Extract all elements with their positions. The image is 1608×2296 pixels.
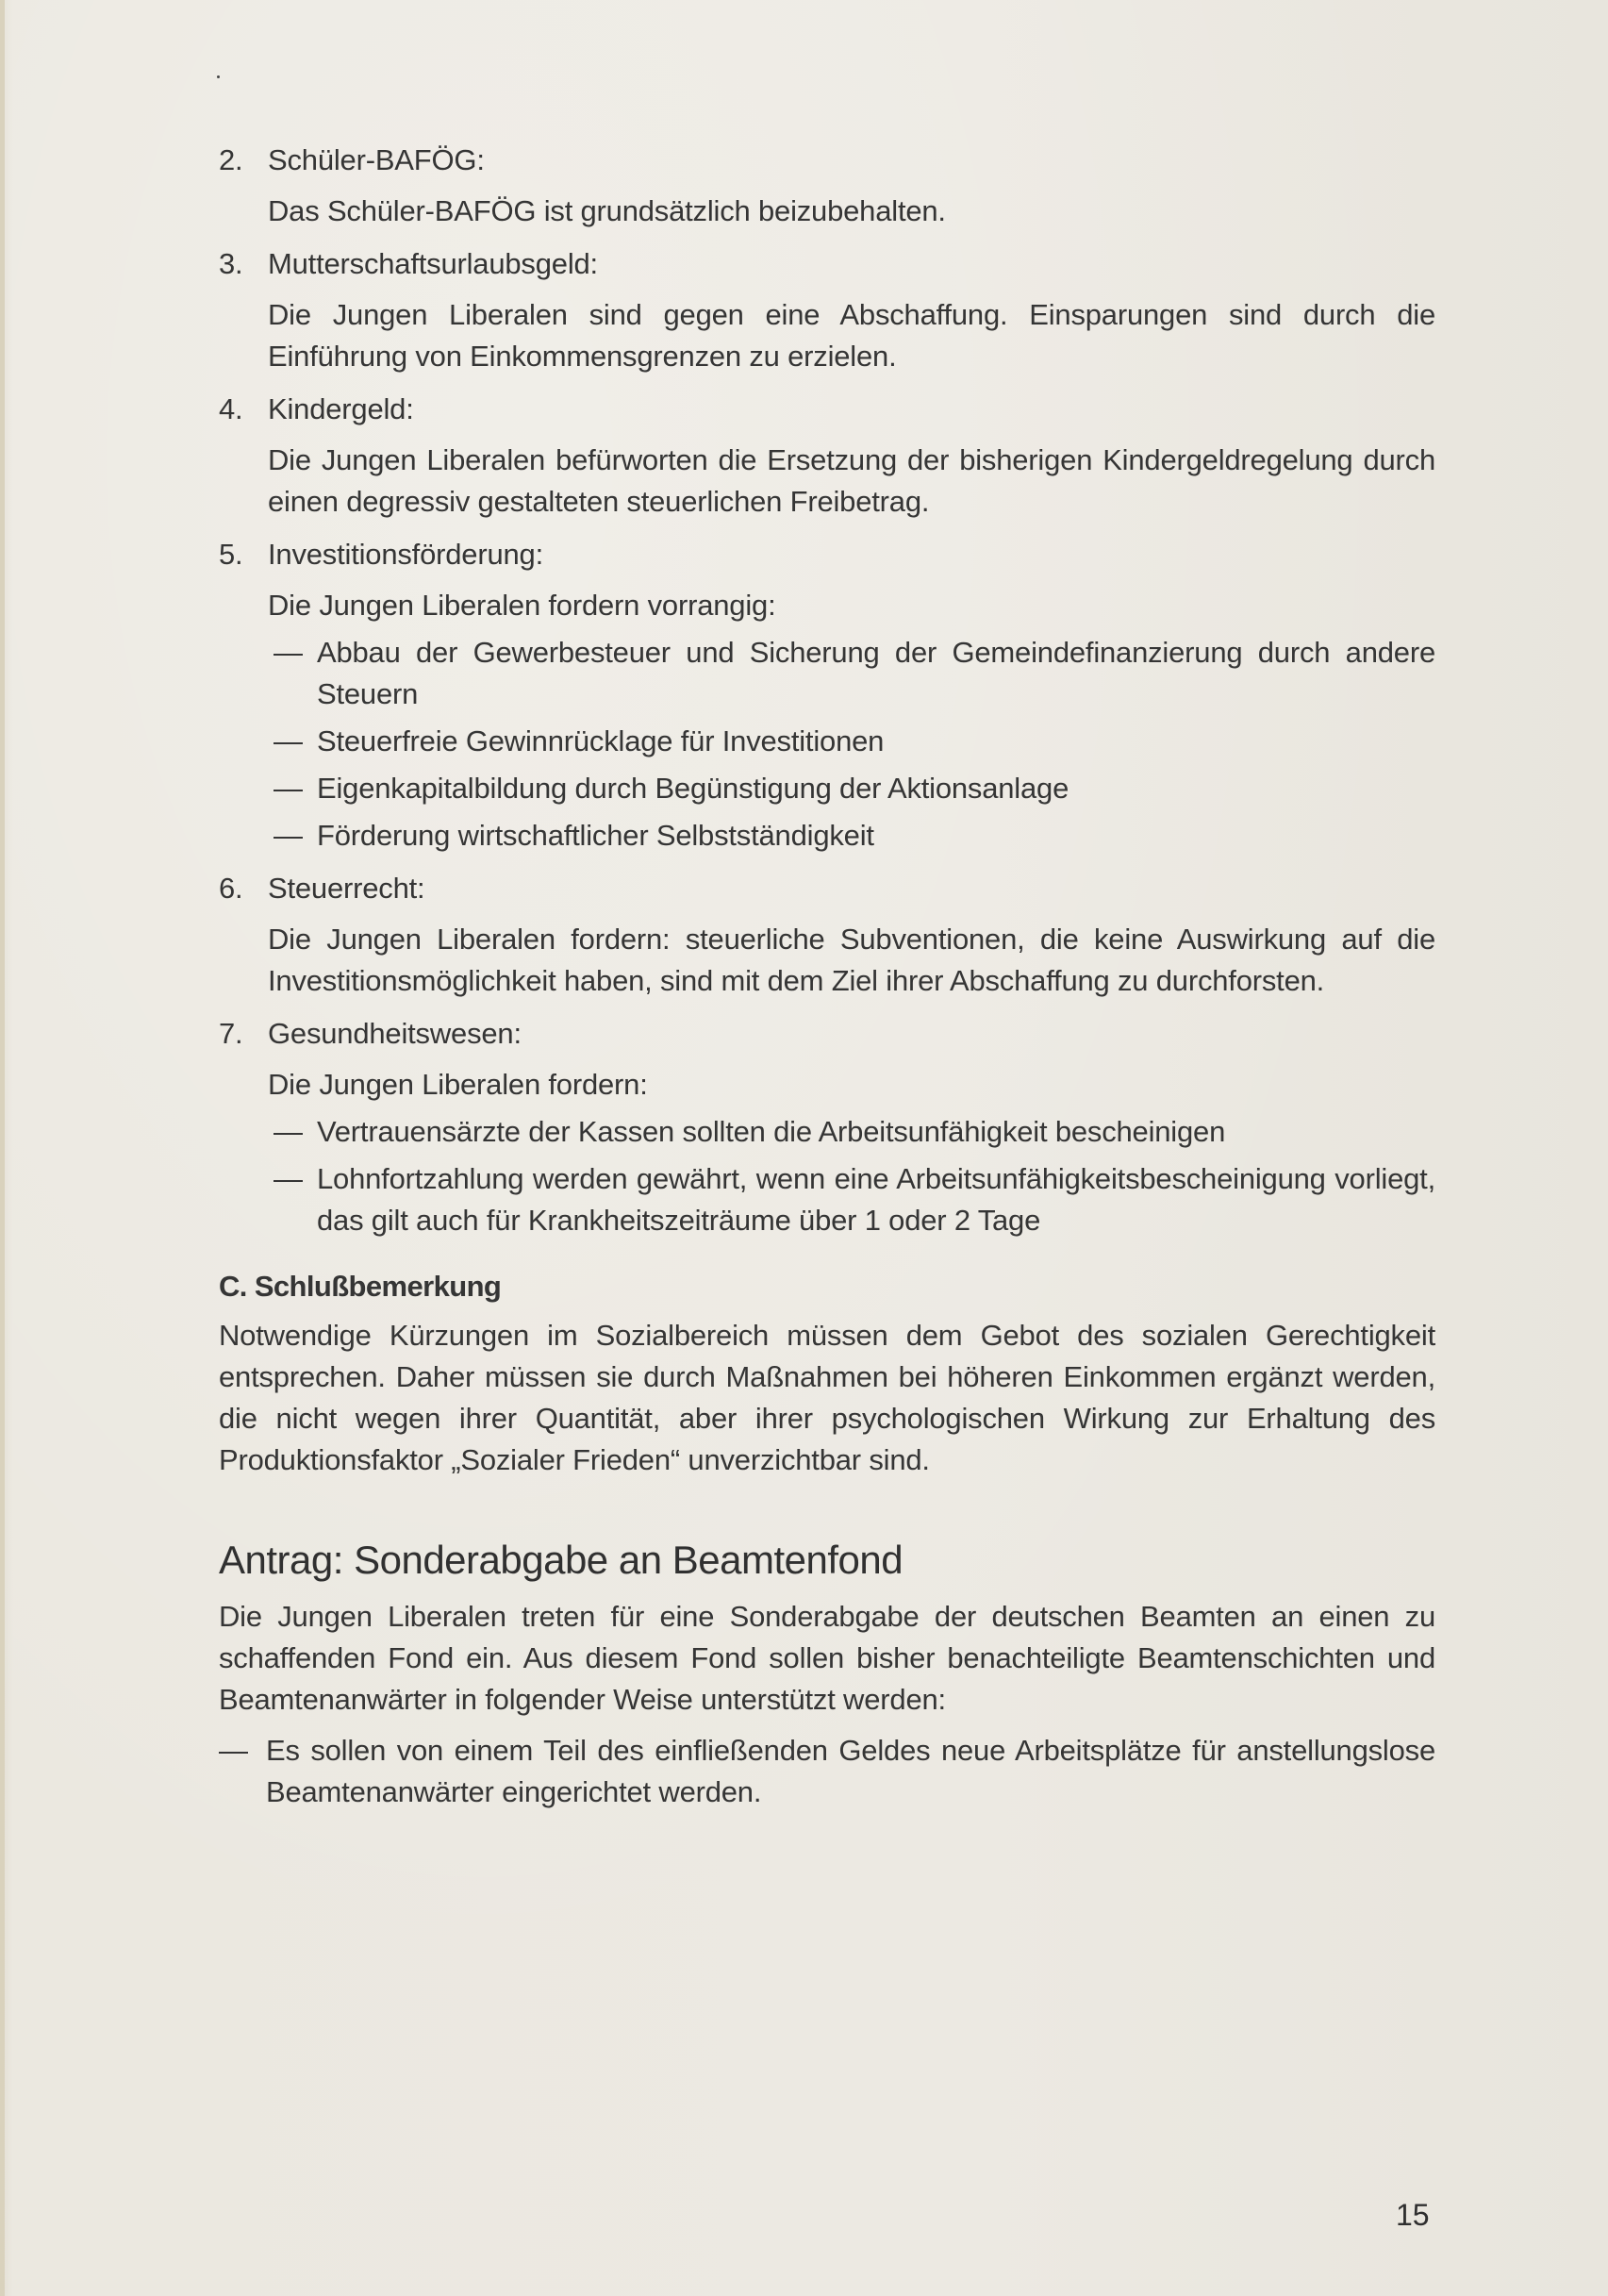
dash-bullet-icon: —: [274, 1162, 303, 1195]
item-heading: [219, 389, 1435, 430]
item-heading: [219, 1013, 1435, 1055]
item-heading: [219, 140, 1435, 181]
item-body: Die Jungen Liberalen fordern vorrangig:: [268, 589, 776, 622]
list-item: [219, 632, 1435, 715]
dash-bullet-icon: —: [274, 636, 303, 669]
print-speck: [217, 75, 220, 78]
list-item-text: Steuerfreie Gewinnrücklage für Investitionen: [317, 724, 885, 757]
item-number: 5.: [219, 538, 243, 571]
list-item: [219, 1111, 1435, 1153]
item-title: Gesundheitswesen:: [268, 1017, 522, 1050]
item-number: 7.: [219, 1017, 243, 1050]
dash-bullet-icon: —: [274, 724, 303, 757]
numbered-item: [219, 243, 1435, 377]
page-content: [219, 140, 1435, 1813]
numbered-item: [219, 389, 1435, 523]
list-item-text: Vertrauensärzte der Kassen sollten die Arbeitsunfähigkeit bescheinigen: [317, 1115, 1226, 1148]
item-title: Steuerrecht:: [268, 872, 425, 905]
dash-bullet-icon: —: [274, 1115, 303, 1148]
numbered-item: [219, 1013, 1435, 1241]
item-heading: [219, 243, 1435, 285]
item-body: Die Jungen Liberalen fordern:: [268, 1068, 648, 1101]
item-number: 2.: [219, 143, 243, 176]
dash-bullet-icon: —: [219, 1734, 248, 1767]
item-body: Die Jungen Liberalen befürworten die Ersetzung der bisherigen Kindergeldregelung durch einen degressiv gestalteten steuerlichen Freibetrag.: [268, 443, 1435, 518]
item-heading: [219, 534, 1435, 575]
page-number: 15: [1396, 2198, 1430, 2232]
list-item: [219, 721, 1435, 762]
list-item-text: Abbau der Gewerbesteuer und Sicherung der Gemeindefinanzierung durch andere Steuern: [317, 636, 1435, 710]
dash-list: [219, 632, 1435, 857]
antrag-dash-list: [219, 1730, 1435, 1813]
dash-bullet-icon: —: [274, 819, 303, 852]
item-number: 4.: [219, 392, 243, 425]
list-item: [219, 815, 1435, 857]
item-heading: [219, 868, 1435, 909]
numbered-item: [219, 534, 1435, 857]
item-title: Schüler-BAFÖG:: [268, 143, 485, 176]
item-title: Kindergeld:: [268, 392, 414, 425]
list-item-text: Eigenkapitalbildung durch Begünstigung der Aktionsanlage: [317, 772, 1069, 805]
item-number: 3.: [219, 247, 243, 280]
conclusion-paragraph: Notwendige Kürzungen im Sozialbereich müssen dem Gebot des sozialen Gerechtigkeit entsprechen. Daher müssen sie durch Maßnahmen bei höheren Einkommen ergänzt werden, die nicht wegen ihrer Quantität, aber ihrer psychologischen Wirkung zur Erhaltung des Produktionsfaktor „Sozialer Frieden“ unverzichtbar sind.: [219, 1319, 1435, 1476]
item-number: 6.: [219, 872, 243, 905]
item-title: Investitionsförderung:: [268, 538, 543, 571]
dash-bullet-icon: —: [274, 772, 303, 805]
list-item-text: Lohnfortzahlung werden gewährt, wenn eine Arbeitsunfähigkeitsbescheinigung vorliegt, das gilt auch für Krankheitszeiträume über 1 oder 2 Tage: [317, 1162, 1435, 1237]
list-item: [219, 768, 1435, 809]
item-body: Das Schüler-BAFÖG ist grundsätzlich beizubehalten.: [268, 194, 946, 227]
item-body: Die Jungen Liberalen fordern: steuerliche Subventionen, die keine Auswirkung auf die Investitionsmöglichkeit haben, sind mit dem Ziel ihrer Abschaffung zu durchforsten.: [268, 923, 1435, 997]
section-heading: C. Schlußbemerkung: [219, 1270, 502, 1303]
list-item: [219, 1730, 1435, 1813]
list-item-text: Es sollen von einem Teil des einfließenden Geldes neue Arbeitsplätze für anstellungslose Beamtenanwärter eingerichtet werden.: [266, 1734, 1435, 1808]
item-body: Die Jungen Liberalen sind gegen eine Abschaffung. Einsparungen sind durch die Einführung von Einkommensgrenzen zu erzielen.: [268, 298, 1435, 373]
numbered-item: [219, 140, 1435, 232]
page-edge: [0, 0, 5, 2296]
dash-list: [219, 1111, 1435, 1241]
antrag-paragraph: Die Jungen Liberalen treten für eine Sonderabgabe der deutschen Beamten an einen zu schaffenden Fond ein. Aus diesem Fond sollen bisher benachteiligte Beamtenschichten und Beamtenanwärter in folgender Weise unterstützt werden:: [219, 1600, 1435, 1716]
numbered-item: [219, 868, 1435, 1002]
list-item-text: Förderung wirtschaftlicher Selbstständigkeit: [317, 819, 874, 852]
antrag-title: Antrag: Sonderabgabe an Beamtenfond: [219, 1538, 903, 1582]
list-item: [219, 1158, 1435, 1241]
item-title: Mutterschaftsurlaubsgeld:: [268, 247, 598, 280]
